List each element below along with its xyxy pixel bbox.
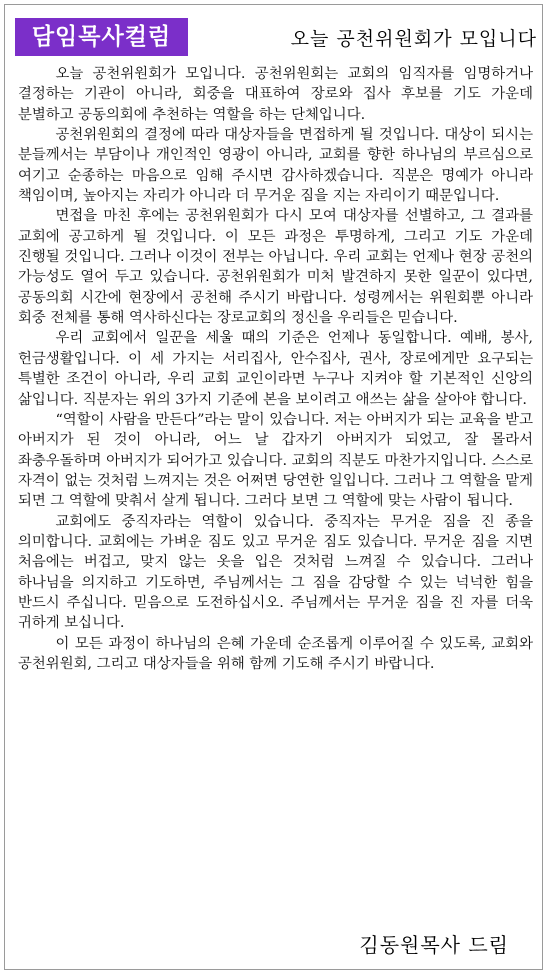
column-badge: 담임목사컬럼: [15, 18, 188, 56]
author-signature: 김동원목사 드림: [359, 933, 509, 957]
article-title: 오늘 공천위원회가 모입니다: [290, 28, 537, 50]
article-paragraph: 우리 교회에서 일꾼을 세울 때의 기준은 언제나 동일합니다. 예배, 봉사, 헌금생활입니다. 이 세 가지는 서리집사, 안수집사, 권사, 장로에게만 요구되는 특별한 조건이 아니라, 우리 교회 교인이라면 누구나 지켜야 할 기본적인 신앙의 삶입니다. 직분자는 위의 3가지 기준에 본을 보이려고 애쓰는 삶을 살아야 합니다.: [18, 330, 533, 408]
article-paragraph: 이 모든 과정이 하나님의 은혜 가운데 순조롭게 이루어질 수 있도록, 교회와 공천위원회, 그리고 대상자들을 위해 함께 기도해 주시기 바랍니다.: [18, 635, 533, 672]
article-paragraph: “역할이 사람을 만든다”라는 말이 있습니다. 저는 아버지가 되는 교육을 받고 아버지가 된 것이 아니라, 어느 날 갑자기 아버지가 되었고, 잘 몰라서 좌충우돌하며 아버지가 되어가고 있습니다. 교회의 직분도 마찬가지입니다. 스스로 자격이 없는 것처럼 느껴지는 것은 어쩌면 당연한 일입니다. 그러나 그 역할을 맡게 되면 그 역할에 맞춰서 살게 됩니다. 그러다 보면 그 역할에 맞는 사람이 됩니다.: [18, 411, 533, 510]
article-paragraph: 오늘 공천위원회가 모입니다. 공천위원회는 교회의 임직자를 임명하거나 결정하는 기관이 아니라, 회중을 대표하여 장로와 집사 후보를 기도 가운데 분별하고 공동의회에 추천하는 역할을 하는 단체입니다.: [18, 66, 533, 123]
article-body: [18, 64, 533, 674]
article-paragraph: 교회에도 중직자라는 역할이 있습니다. 중직자는 무거운 짐을 진 종을 의미합니다. 교회에는 가벼운 짐도 있고 무거운 짐도 있습니다. 무거운 짐을 지면 처음에는 버겁고, 맞지 않는 옷을 입은 것처럼 느껴질 수 있습니다. 그러나 하나님을 의지하고 기도하면, 주님께서는 그 짐을 감당할 수 있는 넉넉한 힘을 반드시 주십니다. 믿음으로 도전하십시오. 주님께서는 무거운 짐을 진 자를 더욱 귀하게 보십니다.: [18, 513, 533, 632]
article-paragraph: 공천위원회의 결정에 따라 대상자들을 면접하게 될 것입니다. 대상이 되시는 분들께서는 부담이나 개인적인 영광이 아니라, 교회를 향한 하나님의 부르심으로 여기고 순종하는 마음으로 임해 주시면 감사하겠습니다. 직분은 명예가 아니라 책임이며, 높아지는 자리가 아니라 더 무거운 짐을 지는 자리이기 때문입니다.: [18, 127, 533, 205]
column-header: [8, 8, 541, 60]
article-paragraph: 면접을 마친 후에는 공천위원회가 다시 모여 대상자를 선별하고, 그 결과를 교회에 공고하게 될 것입니다. 이 모든 과정은 투명하게, 그리고 기도 가운데 진행될 것입니다. 그러나 이것이 전부는 아닙니다. 우리 교회는 언제나 현장 공천의 가능성도 열어 두고 있습니다. 공천위원회가 미처 발견하지 못한 일꾼이 있다면, 공동의회 시간에 현장에서 공천해 주시기 바랍니다. 성령께서는 위원회뿐 아니라 회중 전체를 통해 역사하신다는 장로교회의 정신을 우리들은 믿습니다.: [18, 208, 533, 327]
